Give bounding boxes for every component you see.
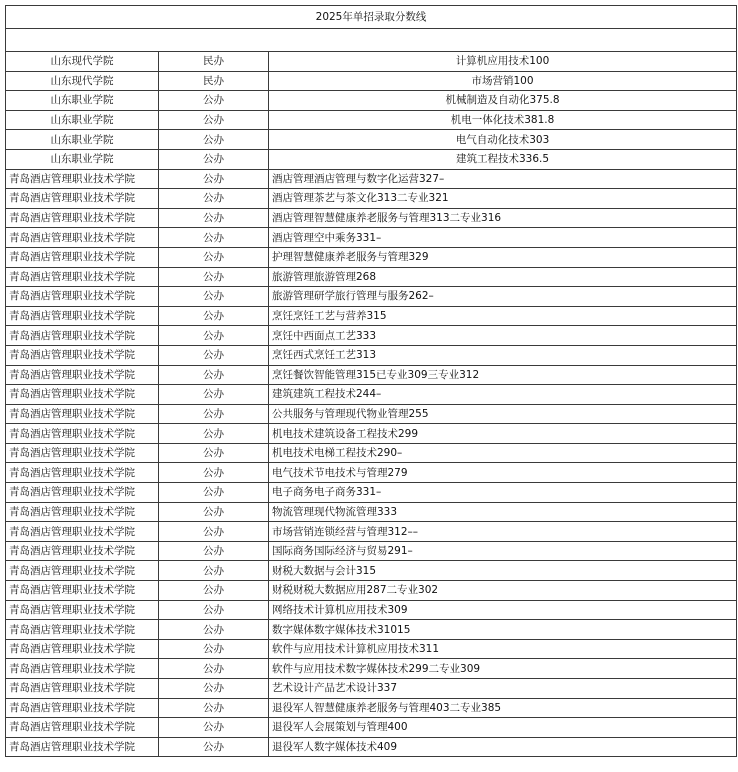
ownership-cell: 公办 <box>159 326 269 346</box>
ownership-cell: 公办 <box>159 189 269 209</box>
table-row <box>6 385 737 405</box>
major-score-cell: 数字媒体数字媒体技术31015 <box>269 620 737 640</box>
school-cell: 青岛酒店管理职业技术学院 <box>6 639 159 659</box>
major-score-cell: 机械制造及自动化375.8 <box>269 91 737 111</box>
table-row <box>6 718 737 738</box>
school-cell: 青岛酒店管理职业技术学院 <box>6 679 159 699</box>
table-row <box>6 737 737 757</box>
ownership-cell: 公办 <box>159 561 269 581</box>
table-row <box>6 110 737 130</box>
major-score-cell: 财税财税大数据应用287二专业302 <box>269 581 737 601</box>
blank-cell <box>6 29 737 52</box>
ownership-cell: 公办 <box>159 267 269 287</box>
major-score-cell: 市场营销100 <box>269 71 737 91</box>
school-cell: 青岛酒店管理职业技术学院 <box>6 424 159 444</box>
major-score-cell: 酒店管理茶艺与茶文化313二专业321 <box>269 189 737 209</box>
ownership-cell: 公办 <box>159 365 269 385</box>
ownership-cell: 公办 <box>159 600 269 620</box>
table-row <box>6 247 737 267</box>
table-row <box>6 149 737 169</box>
ownership-cell: 公办 <box>159 247 269 267</box>
major-score-cell: 酒店管理智慧健康养老服务与管理313二专业316 <box>269 208 737 228</box>
ownership-cell: 公办 <box>159 718 269 738</box>
school-cell: 青岛酒店管理职业技术学院 <box>6 463 159 483</box>
ownership-cell: 公办 <box>159 659 269 679</box>
table-row <box>6 345 737 365</box>
school-cell: 山东现代学院 <box>6 52 159 72</box>
school-cell: 青岛酒店管理职业技术学院 <box>6 365 159 385</box>
school-cell: 山东现代学院 <box>6 71 159 91</box>
score-sheet <box>5 5 736 757</box>
table-row <box>6 561 737 581</box>
admission-score-table <box>5 5 737 757</box>
table-row <box>6 91 737 111</box>
ownership-cell: 公办 <box>159 698 269 718</box>
table-row <box>6 267 737 287</box>
ownership-cell: 公办 <box>159 228 269 248</box>
ownership-cell: 公办 <box>159 149 269 169</box>
major-score-cell: 软件与应用技术数字媒体技术299二专业309 <box>269 659 737 679</box>
ownership-cell: 公办 <box>159 208 269 228</box>
school-cell: 青岛酒店管理职业技术学院 <box>6 541 159 561</box>
major-score-cell: 烹饪西式烹饪工艺313 <box>269 345 737 365</box>
table-row <box>6 502 737 522</box>
school-cell: 山东职业学院 <box>6 110 159 130</box>
major-score-cell: 网络技术计算机应用技术309 <box>269 600 737 620</box>
major-score-cell: 建筑建筑工程技术244– <box>269 385 737 405</box>
school-cell: 青岛酒店管理职业技术学院 <box>6 522 159 542</box>
ownership-cell: 公办 <box>159 522 269 542</box>
ownership-cell: 公办 <box>159 581 269 601</box>
ownership-cell: 公办 <box>159 463 269 483</box>
table-row <box>6 483 737 503</box>
table-row <box>6 698 737 718</box>
school-cell: 青岛酒店管理职业技术学院 <box>6 189 159 209</box>
major-score-cell: 退役军人数字媒体技术409 <box>269 737 737 757</box>
ownership-cell: 公办 <box>159 110 269 130</box>
school-cell: 山东职业学院 <box>6 149 159 169</box>
major-score-cell: 旅游管理旅游管理268 <box>269 267 737 287</box>
school-cell: 山东职业学院 <box>6 91 159 111</box>
table-row <box>6 208 737 228</box>
school-cell: 青岛酒店管理职业技术学院 <box>6 600 159 620</box>
table-row <box>6 189 737 209</box>
school-cell: 青岛酒店管理职业技术学院 <box>6 385 159 405</box>
table-row <box>6 424 737 444</box>
ownership-cell: 公办 <box>159 443 269 463</box>
table-row <box>6 659 737 679</box>
major-score-cell: 护理智慧健康养老服务与管理329 <box>269 247 737 267</box>
ownership-cell: 公办 <box>159 385 269 405</box>
major-score-cell: 烹饪餐饮智能管理315已专业309三专业312 <box>269 365 737 385</box>
school-cell: 青岛酒店管理职业技术学院 <box>6 659 159 679</box>
ownership-cell: 公办 <box>159 679 269 699</box>
major-score-cell: 机电一体化技术381.8 <box>269 110 737 130</box>
ownership-cell: 公办 <box>159 639 269 659</box>
table-row <box>6 679 737 699</box>
major-score-cell: 建筑工程技术336.5 <box>269 149 737 169</box>
ownership-cell: 公办 <box>159 502 269 522</box>
school-cell: 青岛酒店管理职业技术学院 <box>6 247 159 267</box>
ownership-cell: 公办 <box>159 169 269 189</box>
ownership-cell: 公办 <box>159 345 269 365</box>
table-row <box>6 600 737 620</box>
table-row <box>6 541 737 561</box>
table-row <box>6 581 737 601</box>
major-score-cell: 电气技术节电技术与管理279 <box>269 463 737 483</box>
major-score-cell: 电子商务电子商务331– <box>269 483 737 503</box>
school-cell: 青岛酒店管理职业技术学院 <box>6 287 159 307</box>
school-cell: 青岛酒店管理职业技术学院 <box>6 581 159 601</box>
major-score-cell: 退役军人智慧健康养老服务与管理403二专业385 <box>269 698 737 718</box>
major-score-cell: 公共服务与管理现代物业管理255 <box>269 404 737 424</box>
school-cell: 山东职业学院 <box>6 130 159 150</box>
blank-row <box>6 29 737 52</box>
school-cell: 青岛酒店管理职业技术学院 <box>6 483 159 503</box>
table-row <box>6 443 737 463</box>
ownership-cell: 公办 <box>159 287 269 307</box>
school-cell: 青岛酒店管理职业技术学院 <box>6 443 159 463</box>
school-cell: 青岛酒店管理职业技术学院 <box>6 345 159 365</box>
school-cell: 青岛酒店管理职业技术学院 <box>6 561 159 581</box>
major-score-cell: 酒店管理酒店管理与数字化运营327– <box>269 169 737 189</box>
ownership-cell: 公办 <box>159 737 269 757</box>
ownership-cell: 公办 <box>159 130 269 150</box>
table-row <box>6 404 737 424</box>
ownership-cell: 公办 <box>159 91 269 111</box>
school-cell: 青岛酒店管理职业技术学院 <box>6 267 159 287</box>
school-cell: 青岛酒店管理职业技术学院 <box>6 620 159 640</box>
table-row <box>6 463 737 483</box>
ownership-cell: 民办 <box>159 71 269 91</box>
major-score-cell: 烹饪中西面点工艺333 <box>269 326 737 346</box>
ownership-cell: 公办 <box>159 424 269 444</box>
school-cell: 青岛酒店管理职业技术学院 <box>6 502 159 522</box>
table-row <box>6 71 737 91</box>
school-cell: 青岛酒店管理职业技术学院 <box>6 404 159 424</box>
major-score-cell: 电气自动化技术303 <box>269 130 737 150</box>
major-score-cell: 市场营销连锁经营与管理312–– <box>269 522 737 542</box>
table-row <box>6 169 737 189</box>
table-row <box>6 287 737 307</box>
school-cell: 青岛酒店管理职业技术学院 <box>6 698 159 718</box>
major-score-cell: 旅游管理研学旅行管理与服务262– <box>269 287 737 307</box>
table-row <box>6 228 737 248</box>
table-row <box>6 639 737 659</box>
table-title: 2025年单招录取分数线 <box>6 6 737 29</box>
school-cell: 青岛酒店管理职业技术学院 <box>6 228 159 248</box>
school-cell: 青岛酒店管理职业技术学院 <box>6 306 159 326</box>
ownership-cell: 公办 <box>159 306 269 326</box>
table-row <box>6 52 737 72</box>
ownership-cell: 公办 <box>159 404 269 424</box>
major-score-cell: 国际商务国际经济与贸易291– <box>269 541 737 561</box>
school-cell: 青岛酒店管理职业技术学院 <box>6 208 159 228</box>
table-row <box>6 326 737 346</box>
school-cell: 青岛酒店管理职业技术学院 <box>6 326 159 346</box>
major-score-cell: 艺术设计产品艺术设计337 <box>269 679 737 699</box>
school-cell: 青岛酒店管理职业技术学院 <box>6 169 159 189</box>
major-score-cell: 酒店管理空中乘务331– <box>269 228 737 248</box>
ownership-cell: 民办 <box>159 52 269 72</box>
major-score-cell: 计算机应用技术100 <box>269 52 737 72</box>
ownership-cell: 公办 <box>159 541 269 561</box>
table-row <box>6 620 737 640</box>
ownership-cell: 公办 <box>159 483 269 503</box>
school-cell: 青岛酒店管理职业技术学院 <box>6 737 159 757</box>
ownership-cell: 公办 <box>159 620 269 640</box>
major-score-cell: 财税大数据与会计315 <box>269 561 737 581</box>
title-row <box>6 6 737 29</box>
major-score-cell: 烹饪烹饪工艺与营养315 <box>269 306 737 326</box>
major-score-cell: 退役军人会展策划与管理400 <box>269 718 737 738</box>
major-score-cell: 机电技术建筑设备工程技术299 <box>269 424 737 444</box>
major-score-cell: 软件与应用技术计算机应用技术311 <box>269 639 737 659</box>
table-row <box>6 522 737 542</box>
table-row <box>6 306 737 326</box>
table-row <box>6 365 737 385</box>
school-cell: 青岛酒店管理职业技术学院 <box>6 718 159 738</box>
major-score-cell: 物流管理现代物流管理333 <box>269 502 737 522</box>
major-score-cell: 机电技术电梯工程技术290– <box>269 443 737 463</box>
table-row <box>6 130 737 150</box>
